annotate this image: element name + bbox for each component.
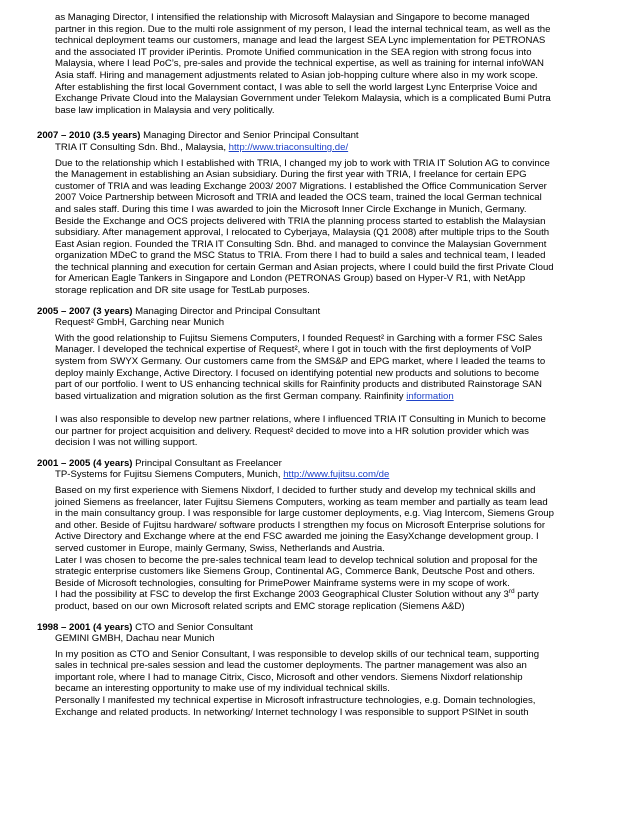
desc-line: [55, 391, 604, 403]
desc-line: Due to the relationship which I established with TRIA, I changed my job to work with TRIA IT Solution AG to convince: [55, 157, 550, 169]
desc-line: joined Siemens as freelancer, later Fujitsu Siemens Computers, working as team member and partially as team lead: [55, 496, 548, 508]
desc-line: deploy mainly Exchange, Active Directory. I focused on identifying potential new products and solutions to become: [55, 367, 540, 379]
desc-line: Based on my first experience with Siemens Nixdorf, I decided to further study and develop my technical skills and: [55, 484, 536, 496]
intro-line: as Managing Director, I intensified the relationship with Microsoft Malaysian and Singapore to become managed: [55, 12, 530, 23]
desc-line: system from SWYX Germany. Our customers came from the SMS&P and EPG market, where I leaded the teams to: [55, 356, 546, 368]
desc-line: and sales staff. During this time I was awarded to join the Microsoft Inner Circle Exchange in Munich, Germany.: [55, 203, 527, 215]
desc-line: important role, where I had to manage Citrix, Cisco, Microsoft and other vendors. Siemens Nixdorf relationship: [55, 671, 523, 683]
desc-line: With the good relationship to Fujitsu Siemens Computers, I founded Request² in Garching with a former FSC Sales: [55, 332, 543, 344]
job-description: [37, 333, 604, 449]
job-description: [37, 158, 604, 297]
job-period: 2001 – 2005 (4 years): [37, 457, 133, 469]
intro-line: technical deployment teams our customers, manage and lead the largest SEA Lync implementation for PETRONAS: [55, 35, 546, 47]
information-link[interactable]: information: [406, 390, 454, 402]
job-heading: [37, 306, 604, 318]
job-company: [37, 469, 604, 481]
intro-line: Malaysia, where I lead PoC’s, pre-sales and provide the technical expertise, as well as training for internal infoWAN: [55, 58, 544, 70]
job-role: CTO and Senior Consultant: [135, 621, 253, 633]
company-name: TP-Systems for Fujitsu Siemens Computers, Munich,: [55, 469, 284, 481]
job-period: 2005 – 2007 (3 years): [37, 305, 133, 317]
job-entry-fujitsu: [37, 458, 604, 613]
desc-line: Exchange and related products. In networking/ Internet technology I was responsible to support PSINet in south: [55, 706, 529, 718]
desc-line: Later I was chosen to become the pre-sales technical team lead to develop technical solution and proposal for the: [55, 554, 538, 566]
company-link[interactable]: http://www.fujitsu.com/de: [283, 469, 390, 481]
job-entry-request2: [37, 306, 604, 449]
desc-line: organization MDeC to grand the MSC Status to TRIA. From there I had to build a sales and technical team, I leaded: [55, 250, 546, 262]
intro-paragraph: [37, 12, 604, 116]
desc-line: became an interesting opportunity to make use of my individual technical skills.: [55, 683, 390, 695]
job-role: Principal Consultant as Freelancer: [135, 457, 282, 469]
desc-line: 2007 Voice Partnership between Microsoft and TRIA and leaded the OCS team, trained the local German technical: [55, 192, 542, 204]
desc-line: Active Directory and Exchange where at the end FSC awarded me joining the EasyXchange development group. I: [55, 531, 539, 543]
job-role: Managing Director and Principal Consultant: [135, 305, 321, 317]
job-heading: [37, 130, 604, 142]
desc-text: based virtualization and migration solution as the first German company. Rainfinity: [55, 390, 407, 402]
intro-line: base law implication in Malaysia and very politically.: [55, 104, 275, 116]
desc-line: served customer in Europe, mainly Germany, Swiss, Netherlands and Austria.: [55, 542, 385, 554]
job-company: GEMINI GMBH, Dachau near Munich: [55, 633, 215, 645]
job-period: 1998 – 2001 (4 years): [37, 621, 133, 633]
desc-line: sales in technical pre-sales session and lead the customer deployments. The partner management was also an: [55, 660, 527, 672]
company-link[interactable]: http://www.triaconsulting.de/: [228, 141, 349, 153]
desc-line: our partner for project acquisition and delivery. Request² decided to move into a HR solution provider which was: [55, 425, 529, 437]
desc-line: product, based on our own Microsoft related scripts and EMC storage replication (Siemens A&D): [55, 600, 465, 612]
desc-line: in the main consultancy group. I was responsible for large customer deployments, e.g. Viag Intercom, Siemens Group: [55, 508, 554, 520]
desc-line: Beside the Exchange and OCS projects delivered with TRIA the planning process started to establish the Malaysian: [55, 215, 546, 227]
job-company: Request² GmbH, Garching near Munich: [55, 317, 225, 329]
desc-text: party: [514, 589, 539, 601]
company-name: TRIA IT Consulting Sdn. Bhd., Malaysia,: [55, 141, 229, 153]
job-description: [37, 485, 604, 613]
intro-line: Asia staff. Hiring and management adjustments related to Asian job-hopping culture where also in my work scope.: [55, 69, 538, 81]
blank-line: [55, 402, 604, 414]
job-description: [37, 649, 604, 719]
intro-line: and the associated IT provider iPerintis. Promote Unified communication in the SEA region with strong focus into: [55, 46, 532, 58]
desc-line: subsidiary. After management approval, I relocated to Cyberjaya, Malaysia (Q1 2008) after multiple trips to the South: [55, 227, 550, 239]
desc-text: I had the possibility at FSC to develop the first Exchange 2003 Geographical Cluster Solution without any 3: [55, 589, 509, 601]
job-heading: [37, 458, 604, 470]
intro-line: partner in this region. Due to the multi role assignment of my person, I lead the internal technical team, as well as the: [55, 23, 551, 35]
desc-line: the Management in establishing an Asian subsidiary. During the first year with TRIA, I freelance for certain EPG: [55, 169, 527, 181]
desc-line: decision I was not willing support.: [55, 437, 198, 449]
superscript: rd: [508, 588, 515, 596]
desc-line: I was also responsible to develop new partner relations, where I influenced TRIA IT Consulting in Munich to become: [55, 414, 546, 425]
desc-line: and other. Beside of Fujitsu hardware/ software products I strengthen my focus on Microsoft Enterprise solutions for: [55, 519, 546, 531]
job-company: [37, 142, 604, 154]
desc-line: storage replication and DR site usage for TestLab purposes.: [55, 285, 310, 297]
desc-line: Manager. I developed the technical expertise of Request², where I got in touch with the first deployments of VoIP: [55, 344, 532, 356]
job-entry-gemini: [37, 622, 604, 719]
desc-line: In my position as CTO and Senior Consultant, I was responsible to develop skills of our technical team, supporting: [55, 648, 540, 660]
desc-line: for American Eagle Tankers in Singapore and London (PETRONAS Group) based on Hyper-V R1, with NetApp: [55, 273, 526, 285]
job-period: 2007 – 2010 (3.5 years): [37, 130, 141, 142]
desc-line: the technical planning and execution for certain German and Asian projects, where I could build the first Private Cloud: [55, 261, 554, 273]
desc-line: Beside of Microsoft technologies, consulting for PrimePower Mainframe systems were in my scope of work.: [55, 577, 510, 589]
intro-line: After establishing the first local Government contact, I was able to sell the world largest Lync Enterprise Voice and: [55, 81, 538, 93]
desc-line: Personally I manifested my technical expertise in Microsoft infrastructure technologies, e.g. Domain technologies,: [55, 695, 536, 707]
desc-line: [55, 589, 604, 601]
desc-line: customer of TRIA and was leading Exchange 2003/ 2007 Migrations. I established the Office Communication Server: [55, 180, 547, 192]
intro-line: Exchange Private Cloud into the Malaysian Government under Telekom Malaysia, which is a complicated Bumi Putra: [55, 93, 551, 105]
job-role: Managing Director and Senior Principal Consultant: [143, 130, 359, 142]
desc-line: strategic enterprise customers like Siemens Group, Continental AG, Commerce Bank, Deutsche Post and others.: [55, 566, 535, 578]
desc-line: part of our portfolio. I went to US enhancing technical skills for Rainfinity products and distributed Rainstorage SAN: [55, 379, 542, 391]
job-entry-tria: [37, 130, 604, 296]
job-heading: [37, 622, 604, 634]
desc-line: East Asian region. Founded the TRIA IT Consulting Sdn. Bhd. and managed to convince the Malaysian Government: [55, 238, 547, 250]
